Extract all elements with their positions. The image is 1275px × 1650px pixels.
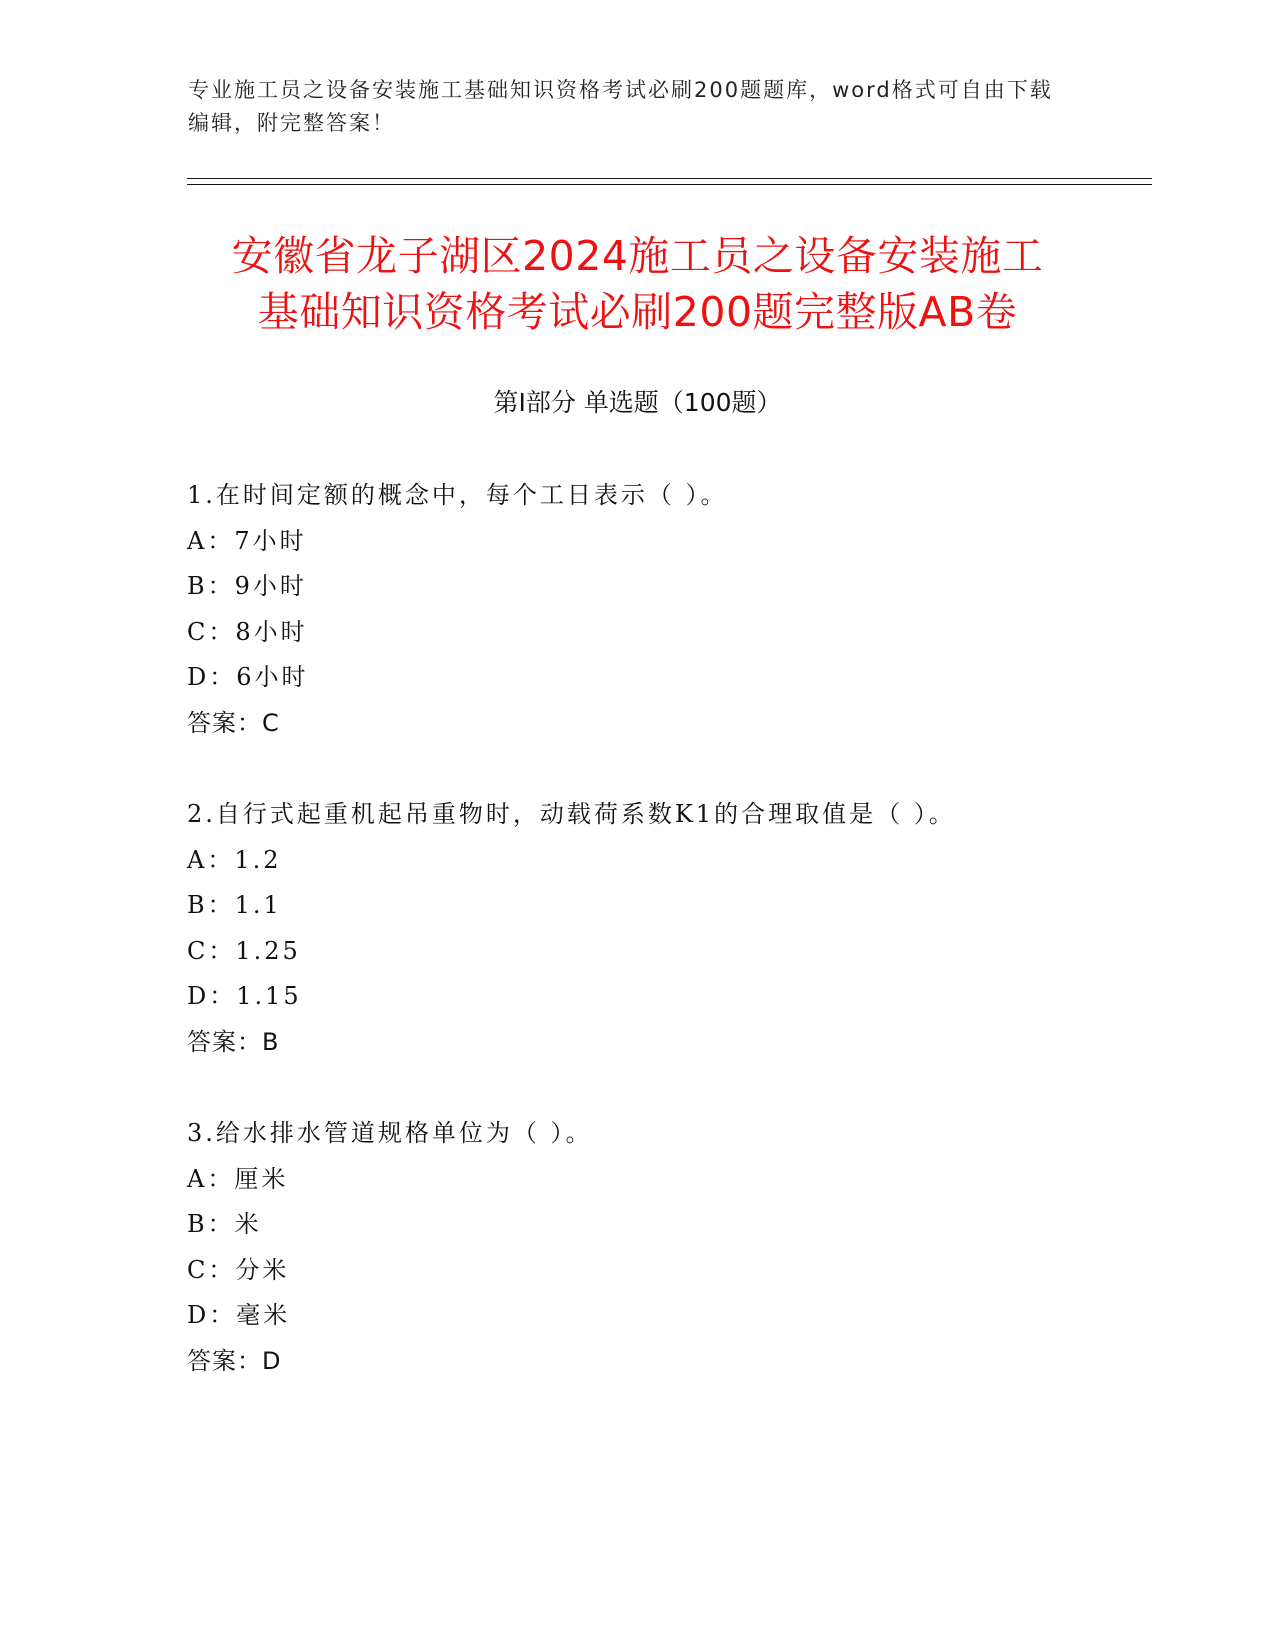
answer-line: 答案：C bbox=[187, 708, 280, 737]
answer-line: 答案：B bbox=[187, 1027, 280, 1056]
header-divider-bottom bbox=[187, 184, 1152, 185]
option-c: C：分米 bbox=[187, 1255, 290, 1284]
option-b: B：米 bbox=[187, 1210, 262, 1238]
option-a: A：1.2 bbox=[187, 845, 282, 874]
option-a: A：厘米 bbox=[187, 1164, 289, 1193]
question-stem: 2.自行式起重机起吊重物时，动载荷系数K1的合理取值是（ ）。 bbox=[187, 800, 956, 828]
section-heading: 第Ⅰ部分 单选题（100题） bbox=[493, 388, 782, 417]
question-stem: 3.给水排水管道规格单位为（ ）。 bbox=[187, 1119, 593, 1147]
question-3 bbox=[187, 1111, 1087, 1384]
option-d: D：1.15 bbox=[187, 982, 302, 1010]
option-d: D：毫米 bbox=[187, 1301, 291, 1329]
question-2 bbox=[187, 792, 1087, 1065]
title-line-2: 基础知识资格考试必刷200题完整版AB卷 bbox=[257, 288, 1018, 336]
option-b: B：1.1 bbox=[187, 891, 282, 919]
option-d: D：6小时 bbox=[187, 663, 309, 691]
document-title bbox=[100, 228, 1175, 340]
option-a: A：7小时 bbox=[187, 526, 307, 555]
question-1 bbox=[187, 473, 1087, 746]
answer-line: 答案：D bbox=[187, 1346, 282, 1375]
title-line-1: 安徽省龙子湖区2024施工员之设备安装施工 bbox=[231, 232, 1044, 280]
option-c: C：8小时 bbox=[187, 617, 308, 646]
header-divider-top bbox=[187, 178, 1152, 179]
option-c: C：1.25 bbox=[187, 936, 301, 965]
header-note: 专业施工员之设备安装施工基础知识资格考试必刷200题题库，word格式可自由下载编辑，附完整答案！ bbox=[188, 78, 1053, 135]
question-stem: 1.在时间定额的概念中，每个工日表示（ ）。 bbox=[187, 481, 728, 509]
option-b: B：9小时 bbox=[187, 572, 307, 600]
